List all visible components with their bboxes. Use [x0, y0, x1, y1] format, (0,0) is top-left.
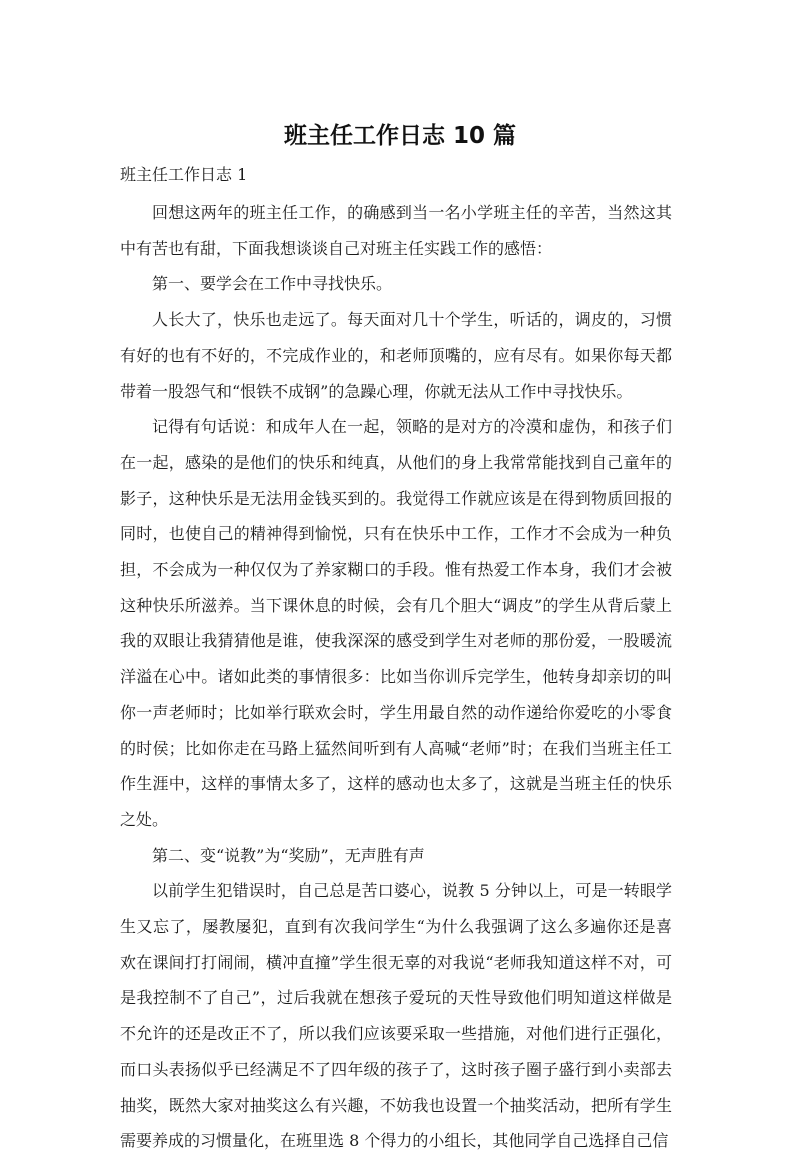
paragraph: 记得有句话说：和成年人在一起，领略的是对方的冷漠和虚伪，和孩子们在一起，感染的是他们的快乐和纯真，从他们的身上我常常能找到自己童年的影子，这种快乐是无法用金钱买到的。我觉得工作就应该是在得到物质回报的同时，也使自己的精神得到愉悦，只有在快乐中工作，工作才不会成为一种负担，不会成为一种仅仅为了养家糊口的手段。惟有热爱工作本身，我们才会被这种快乐所滋养。当下课休息的时候，会有几个胆大“调皮”的学生从背后蒙上我的双眼让我猜猜他是谁，使我深深的感受到学生对老师的那份爱，一股暖流洋溢在心中。诸如此类的事情很多：比如当你训斥完学生，他转身却亲切的叫你一声老师时；比如举行联欢会时，学生用最自然的动作递给你爱吃的小零食的时侯；比如你走在马路上猛然间听到有人高喊“老师”时；在我们当班主任工作生涯中，这样的事情太多了，这样的感动也太多了，这就是当班主任的快乐之处。: [120, 417, 672, 829]
paragraph: 第一、要学会在工作中寻找快乐。: [152, 274, 393, 294]
paragraph: 回想这两年的班主任工作，的确感到当一名小学班主任的辛苦，当然这其中有苦也有甜，下面我想谈谈自己对班主任实践工作的感悟：: [120, 203, 672, 258]
paragraph: 人长大了，快乐也走远了。每天面对几十个学生，听话的，调皮的，习惯有好的也有不好的，不完成作业的，和老师顶嘴的，应有尽有。如果你每天都带着一股怨气和“恨铁不成钢”的急躁心理，你就无法从工作中寻找快乐。: [120, 310, 672, 401]
document-title: 班主任工作日志 10 篇: [283, 123, 517, 149]
paragraph: 第二、变“说教”为“奖励”，无声胜有声: [152, 845, 425, 865]
document-body: [120, 195, 672, 1159]
section-heading: 班主任工作日志 1: [120, 165, 248, 184]
paragraph: 以前学生犯错误时，自己总是苦口婆心，说教 5 分钟以上，可是一转眼学生又忘了，屡教屡犯，直到有次我问学生“为什么我强调了这么多遍你还是喜欢在课间打打闹闹，横冲直撞”学生很无辜的对我说“老师我知道这样不对，可是我控制不了自己”，过后我就在想孩子爱玩的天性导致他们明知道这样做是不允许的还是改正不了，所以我们应该要采取一些措施，对他们进行正强化，而口头表扬似乎已经满足不了四年级的孩子了，这时孩子圈子盛行到小卖部去抽奖，既然大家对抽奖这么有兴趣，不妨我也设置一个抽奖活动，把所有学生需要养成的习惯量化，在班里选 8 个得力的小组长，其他同学自己选择自己信: [120, 881, 672, 1151]
